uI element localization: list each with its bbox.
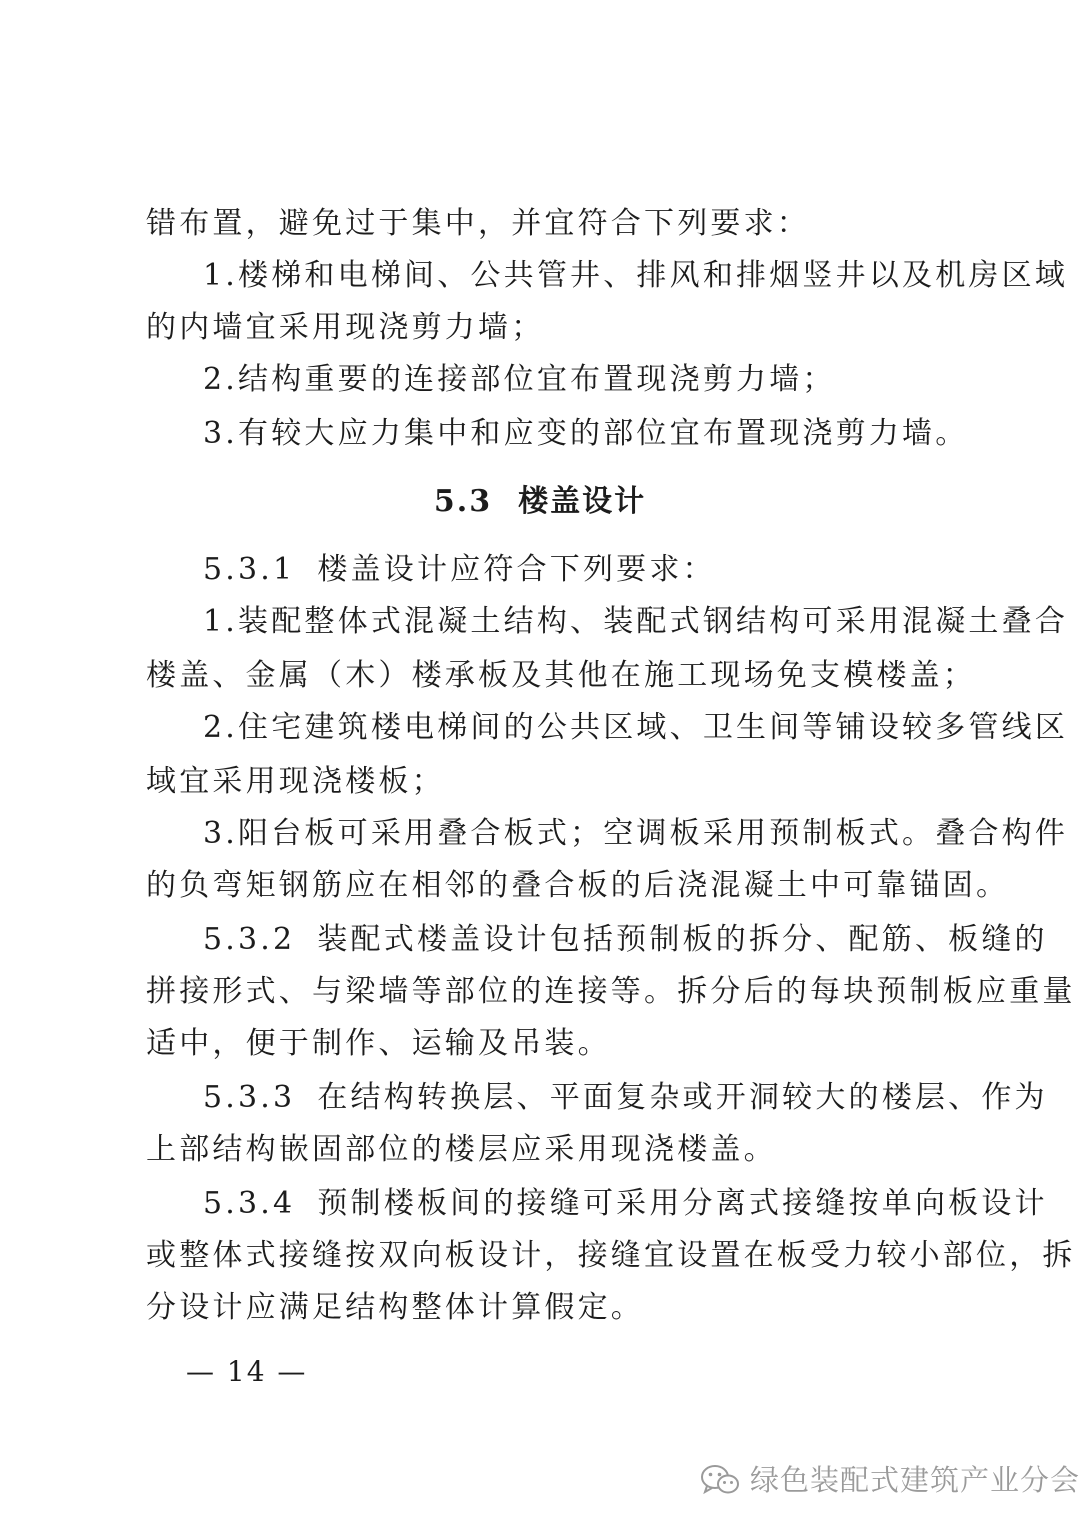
paragraph-line: 拼接形式、与梁墙等部位的连接等。拆分后的每块预制板应重量 [146,974,1076,1009]
clause-number: 5.3.3 [203,1080,296,1115]
clause-number: 5.3.2 [203,922,296,957]
list-item: 1.装配整体式混凝土结构、装配式钢结构可采用混凝土叠合 [203,604,1069,639]
clause-5-3-2 [203,916,1048,964]
watermark-text: 绿色装配式建筑产业分会 [750,1463,1080,1497]
paragraph-line: 上部结构嵌固部位的楼层应采用现浇楼盖。 [146,1132,777,1167]
paragraph-line: 楼盖、金属（木）楼承板及其他在施工现场免支模楼盖； [146,658,976,693]
clause-text: 装配式楼盖设计包括预制板的拆分、配筋、板缝的 [317,922,1048,957]
section-number: 5.3 [433,484,493,519]
clause-text: 楼盖设计应符合下列要求： [317,552,716,587]
paragraph-line: 分设计应满足结构整体计算假定。 [146,1290,644,1325]
clause-number: 5.3.4 [203,1186,296,1221]
list-item: 2.住宅建筑楼电梯间的公共区域、卫生间等铺设较多管线区 [203,710,1069,745]
paragraph-line: 的负弯矩钢筋应在相邻的叠合板的后浇混凝土中可靠锚固。 [146,868,1010,903]
paragraph-line: 适中，便于制作、运输及吊装。 [146,1026,611,1061]
clause-5-3-3 [203,1074,1048,1122]
clause-5-3-4 [203,1180,1048,1228]
clause-number: 5.3.1 [203,552,296,587]
list-item: 3.阳台板可采用叠合板式；空调板采用预制板式。叠合构件 [203,816,1069,851]
paragraph-line: 的内墙宜采用现浇剪力墙； [146,310,545,345]
section-heading [0,478,1080,526]
watermark [700,1458,1080,1502]
list-item: 2.结构重要的连接部位宜布置现浇剪力墙； [203,362,836,397]
paragraph-line: 或整体式接缝按双向板设计，接缝宜设置在板受力较小部位，拆 [146,1238,1076,1273]
paragraph-line: 错布置，避免过于集中，并宜符合下列要求： [146,206,810,241]
clause-text: 预制楼板间的接缝可采用分离式接缝按单向板设计 [317,1186,1048,1221]
wechat-icon [700,1463,740,1497]
list-item: 1.楼梯和电梯间、公共管井、排风和排烟竖井以及机房区域 [203,258,1069,293]
clause-text: 在结构转换层、平面复杂或开洞较大的楼层、作为 [317,1080,1048,1115]
list-item: 3.有较大应力集中和应变的部位宜布置现浇剪力墙。 [203,416,969,451]
page-number: — 14 — [186,1355,308,1388]
section-title: 楼盖设计 [518,484,647,519]
paragraph-line: 域宜采用现浇楼板； [146,764,445,799]
clause-5-3-1 [203,546,1003,594]
